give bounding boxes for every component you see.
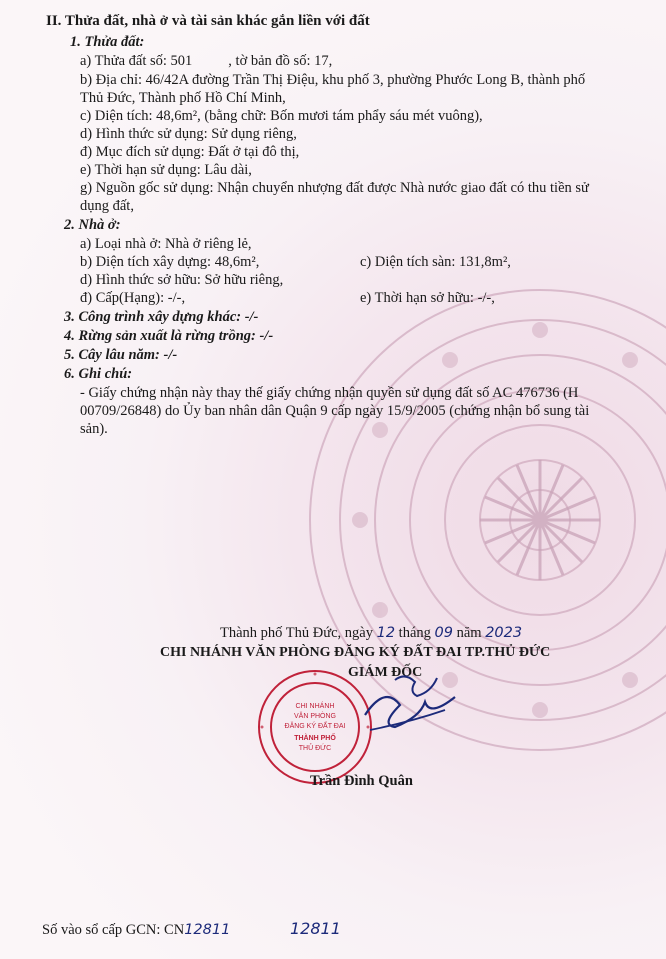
house-grade: đ) Cấp(Hạng): -/-, [80,290,186,306]
perennial-trees: 5. Cây lâu năm: -/- [64,347,178,363]
handwritten-number: 12811 [290,919,341,938]
land-use-purpose: đ) Mục đích sử dụng: Đất ở tại đô thị, [80,144,300,160]
house-build-area: b) Diện tích xây dựng: 48,6m², [80,254,260,270]
section-title: II. Thửa đất, nhà ở và tài sản khác gắn liền với đất [46,13,370,29]
notes-line3: sản). [80,421,108,437]
issue-place: Thành phố Thủ Đức, ngày [220,625,373,641]
director-title: GIÁM ĐỐC [348,665,423,680]
land-origin-line1: g) Nguồn gốc sử dụng: Nhận chuyển nhượng đất được Nhà nước giao đất có thu tiền sử [80,180,589,196]
house-floor-area: c) Diện tích sàn: 131,8m², [360,254,511,270]
issue-date [220,624,522,642]
house-ownership-form: d) Hình thức sở hữu: Sở hữu riêng, [80,272,284,288]
issue-year: 2023 [485,625,523,641]
registry-number [42,922,230,939]
land-heading: 1. Thửa đất: [70,34,145,50]
production-forest: 4. Rừng sản xuất là rừng trồng: -/- [64,328,274,344]
director-name: Trần Đình Quân [310,773,413,789]
month-label: tháng [398,625,431,641]
svg-text:ĐĂNG KÝ ĐẤT ĐAI: ĐĂNG KÝ ĐẤT ĐAI [284,723,346,730]
svg-text:VĂN PHÒNG: VĂN PHÒNG [293,713,337,720]
land-address-line1: b) Địa chỉ: 46/42A đường Trần Thị Điệu, khu phố 3, phường Phước Long B, thành phố [80,72,586,88]
signature-icon [350,660,470,750]
year-label: năm [456,625,482,641]
svg-text:THÀNH PHỐ: THÀNH PHỐ [294,735,336,742]
land-parcel-label: a) Thửa đất số: 501 [80,53,193,69]
house-ownership-term: e) Thời hạn sở hữu: -/-, [360,290,495,306]
registry-number-value: 12811 [184,922,231,938]
land-use-term: e) Thời hạn sử dụng: Lâu dài, [80,162,252,178]
land-map-sheet: , tờ bản đồ số: 17, [228,53,333,69]
house-heading: 2. Nhà ở: [64,217,121,233]
house-type: a) Loại nhà ở: Nhà ở riêng lẻ, [80,236,252,252]
issue-day: 12 [376,625,396,641]
svg-text:THỦ ĐỨC: THỦ ĐỨC [298,745,332,752]
land-area: c) Diện tích: 48,6m², (bằng chữ: Bốn mươi tám phẩy sáu mét vuông), [80,108,483,124]
notes-line2: 00709/26848) do Ủy ban nhân dân Quận 9 cấp ngày 15/9/2005 (chứng nhận bổ sung tài [80,403,590,419]
issuing-office: CHI NHÁNH VĂN PHÒNG ĐĂNG KÝ ĐẤT ĐAI TP.THỦ ĐỨC [160,645,551,660]
other-construction: 3. Công trình xây dựng khác: -/- [64,309,259,325]
land-parcel-number [80,52,332,70]
land-origin-line2: dụng đất, [80,198,134,214]
registry-label: Số vào sổ cấp GCN: CN [42,922,185,938]
land-use-form: d) Hình thức sử dụng: Sử dụng riêng, [80,126,297,142]
svg-text:CHI NHÁNH: CHI NHÁNH [295,703,335,710]
notes-line1: - Giấy chứng nhận này thay thế giấy chứng nhận quyền sử dụng đất số AC 476736 (H [80,385,579,401]
land-address-line2: Thủ Đức, Thành phố Hồ Chí Minh, [80,90,286,106]
issue-month: 09 [434,625,453,641]
notes-heading: 6. Ghi chú: [64,366,133,382]
